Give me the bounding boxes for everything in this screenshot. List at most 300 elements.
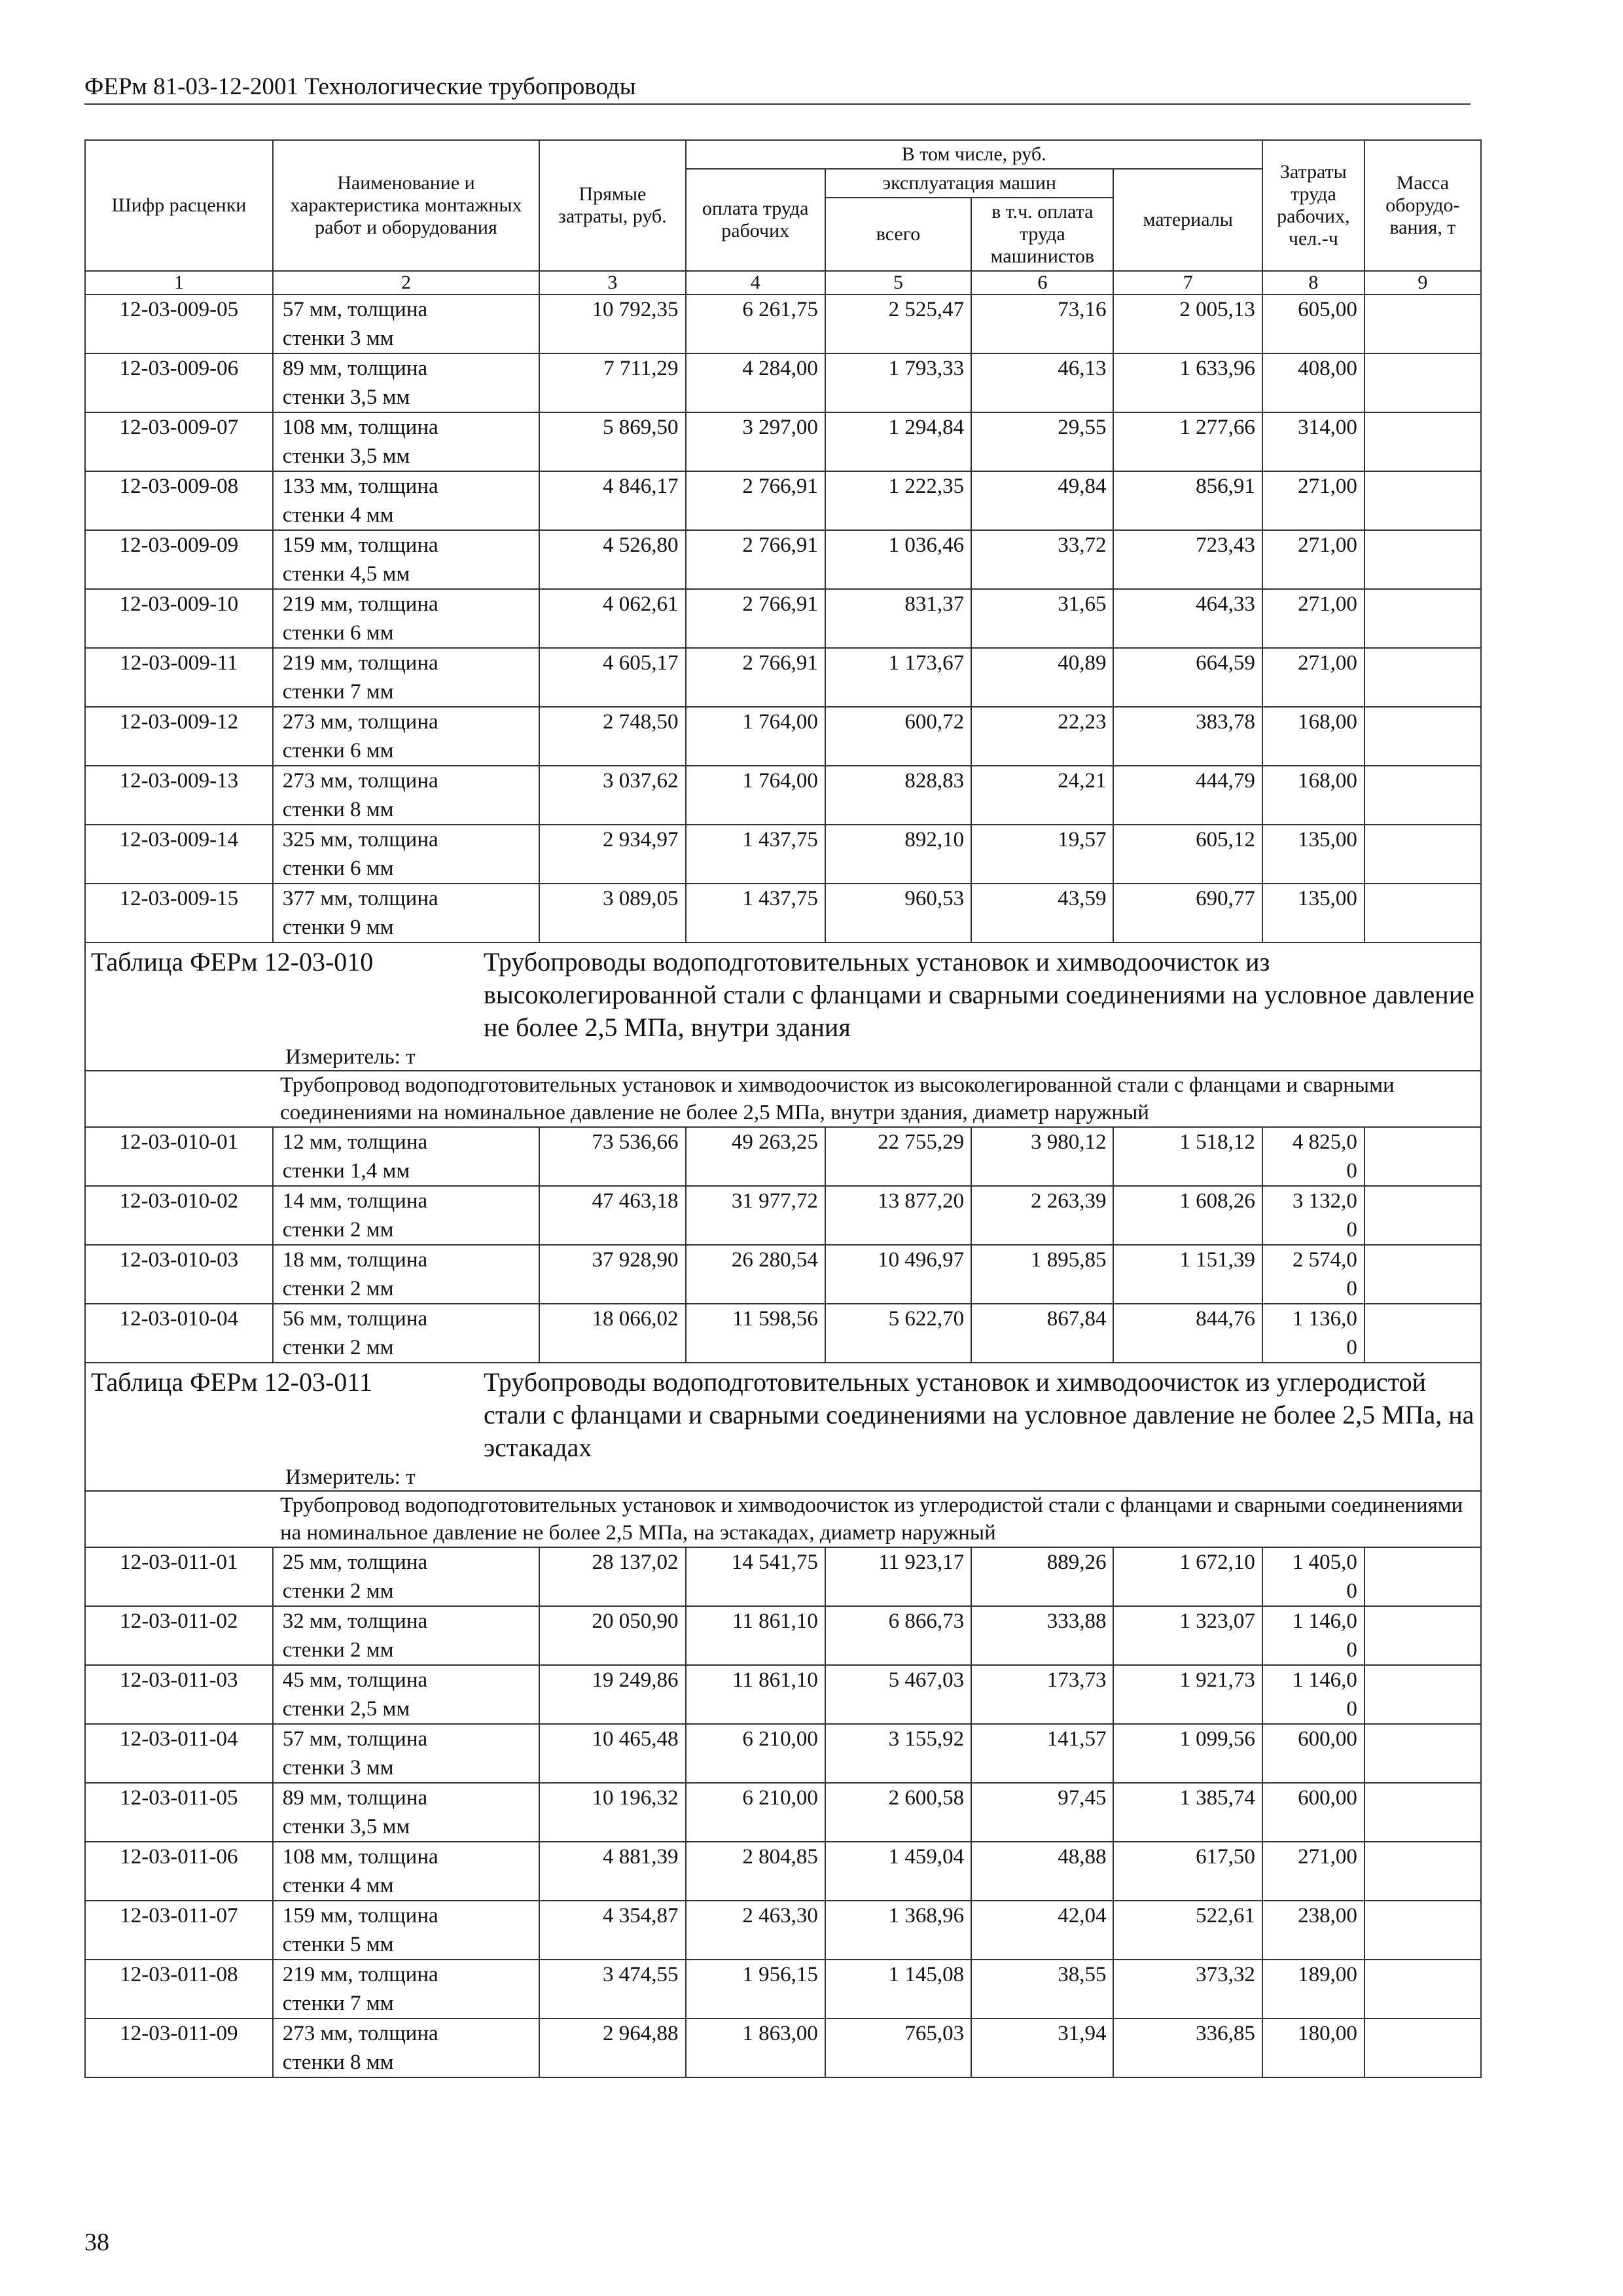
work-name-line: стенки 2 мм <box>282 1579 394 1603</box>
labor-hours <box>1262 1547 1364 1606</box>
work-name-line: 89 мм, толщина <box>282 357 428 380</box>
machine-cost: 1 036,46 <box>825 530 971 589</box>
rate-code: 12-03-010-04 <box>85 1304 273 1363</box>
machinist-cost: 2 263,39 <box>971 1186 1113 1245</box>
machine-cost: 10 496,97 <box>825 1245 971 1304</box>
work-name-line: 219 мм, толщина <box>282 651 438 675</box>
labor-cost: 2 766,91 <box>686 471 825 530</box>
equipment-mass <box>1364 707 1481 766</box>
labor-hours-value: 271,00 <box>1298 533 1357 557</box>
rate-code: 12-03-009-12 <box>85 707 273 766</box>
equipment-mass <box>1364 884 1481 942</box>
labor-hours <box>1262 471 1364 530</box>
labor-hours-value-cont: 0 <box>1346 1579 1357 1603</box>
section-subheading: Трубопровод водоподготовительных установок и химводоочисток из высоколегированной стали с фланцами и сварными соединениями на номинальное давление не более 2,5 МПа, внутри здания, диаметр наружный <box>85 1071 1481 1127</box>
work-name-line: стенки 2 мм <box>282 1638 394 1662</box>
machine-cost: 828,83 <box>825 766 971 825</box>
section-title-cell <box>85 1363 1481 1491</box>
machine-cost: 6 866,73 <box>825 1606 971 1665</box>
machinist-cost: 141,57 <box>971 1724 1113 1783</box>
rate-code: 12-03-009-07 <box>85 412 273 471</box>
equipment-mass <box>1364 1665 1481 1724</box>
labor-cost: 6 261,75 <box>686 295 825 353</box>
labor-hours-value-cont: 0 <box>1346 1697 1357 1721</box>
machinist-cost: 24,21 <box>971 766 1113 825</box>
rate-code: 12-03-011-08 <box>85 1960 273 2018</box>
col-name-header: Наименование и характеристика монтажных работ и оборудования <box>273 140 539 271</box>
labor-hours <box>1262 825 1364 884</box>
direct-cost: 20 050,90 <box>539 1606 685 1665</box>
work-name-line: стенки 4,5 мм <box>282 562 410 586</box>
work-name <box>273 1783 539 1842</box>
labor-hours <box>1262 1842 1364 1901</box>
machinist-cost: 22,23 <box>971 707 1113 766</box>
rate-code: 12-03-009-06 <box>85 353 273 412</box>
labor-hours <box>1262 648 1364 707</box>
work-name <box>273 1901 539 1960</box>
labor-cost: 1 437,75 <box>686 884 825 942</box>
work-name <box>273 295 539 353</box>
work-name-line: 89 мм, толщина <box>282 1786 428 1810</box>
work-name <box>273 471 539 530</box>
machinist-cost: 867,84 <box>971 1304 1113 1363</box>
equipment-mass <box>1364 353 1481 412</box>
labor-hours <box>1262 412 1364 471</box>
labor-hours-value: 3 132,0 <box>1292 1189 1357 1213</box>
work-name <box>273 884 539 942</box>
table-row <box>85 1842 1481 1901</box>
labor-hours-value: 271,00 <box>1298 475 1357 498</box>
machine-cost: 1 459,04 <box>825 1842 971 1901</box>
work-name-line: 25 мм, толщина <box>282 1551 428 1574</box>
section-010-header <box>85 942 1481 1127</box>
col-number: 7 <box>1113 271 1262 295</box>
labor-hours <box>1262 530 1364 589</box>
machine-cost: 22 755,29 <box>825 1127 971 1186</box>
section-title: Трубопроводы водоподготовительных установок и химводоочисток из углеродистой стали с фланцами и сварными соединениями на условное давление не более 2,5 МПа, на эстакадах <box>484 1367 1474 1462</box>
col-number: 1 <box>85 271 273 295</box>
table-row <box>85 1304 1481 1363</box>
equipment-mass <box>1364 1547 1481 1606</box>
machine-cost: 11 923,17 <box>825 1547 971 1606</box>
table-row <box>85 412 1481 471</box>
work-name-line: стенки 8 мм <box>282 798 394 821</box>
labor-cost: 2 766,91 <box>686 589 825 648</box>
equipment-mass <box>1364 766 1481 825</box>
measure-unit: Измеритель: т <box>285 1465 416 1489</box>
col-mach-total-header: всего <box>825 198 971 271</box>
materials-cost: 1 672,10 <box>1113 1547 1262 1606</box>
work-name <box>273 648 539 707</box>
labor-cost: 1 764,00 <box>686 707 825 766</box>
work-name <box>273 353 539 412</box>
section-id: Таблица ФЕРм 12-03-010 <box>91 947 374 977</box>
materials-cost: 664,59 <box>1113 648 1262 707</box>
col-mach-labor-header: в т.ч. оплата труда машинистов <box>971 198 1113 271</box>
labor-hours-value: 600,00 <box>1298 1727 1357 1751</box>
materials-cost: 464,33 <box>1113 589 1262 648</box>
machine-cost: 831,37 <box>825 589 971 648</box>
equipment-mass <box>1364 1245 1481 1304</box>
labor-hours-value: 605,00 <box>1298 298 1357 321</box>
machine-cost: 1 368,96 <box>825 1901 971 1960</box>
materials-cost: 1 385,74 <box>1113 1783 1262 1842</box>
direct-cost: 10 792,35 <box>539 295 685 353</box>
work-name-line: 18 мм, толщина <box>282 1248 428 1272</box>
column-number-row <box>85 271 1481 295</box>
labor-hours-value: 1 136,0 <box>1292 1307 1357 1331</box>
labor-hours <box>1262 707 1364 766</box>
equipment-mass <box>1364 1901 1481 1960</box>
direct-cost: 3 037,62 <box>539 766 685 825</box>
labor-hours-value-cont: 0 <box>1346 1277 1357 1300</box>
work-name-line: 377 мм, толщина <box>282 887 438 910</box>
rate-code: 12-03-009-13 <box>85 766 273 825</box>
machine-cost: 1 145,08 <box>825 1960 971 2018</box>
materials-cost: 1 518,12 <box>1113 1127 1262 1186</box>
col-incl-header: В том числе, руб. <box>686 140 1262 169</box>
machine-cost: 5 622,70 <box>825 1304 971 1363</box>
table-row <box>85 2018 1481 2077</box>
table-row <box>85 1724 1481 1783</box>
rate-code: 12-03-009-05 <box>85 295 273 353</box>
labor-hours-value: 135,00 <box>1298 828 1357 852</box>
direct-cost: 2 748,50 <box>539 707 685 766</box>
direct-cost: 19 249,86 <box>539 1665 685 1724</box>
machinist-cost: 31,94 <box>971 2018 1113 2077</box>
machinist-cost: 29,55 <box>971 412 1113 471</box>
direct-cost: 4 354,87 <box>539 1901 685 1960</box>
direct-cost: 3 089,05 <box>539 884 685 942</box>
table-row <box>85 1901 1481 1960</box>
work-name-line: стенки 2 мм <box>282 1277 394 1300</box>
equipment-mass <box>1364 1186 1481 1245</box>
labor-hours <box>1262 884 1364 942</box>
table-row <box>85 884 1481 942</box>
table-row <box>85 766 1481 825</box>
rates-table <box>84 139 1482 2078</box>
col-number: 8 <box>1262 271 1364 295</box>
table-row <box>85 1245 1481 1304</box>
labor-cost: 11 861,10 <box>686 1606 825 1665</box>
machine-cost: 1 222,35 <box>825 471 971 530</box>
machinist-cost: 48,88 <box>971 1842 1113 1901</box>
labor-hours-value: 168,00 <box>1298 710 1357 734</box>
machine-cost: 1 173,67 <box>825 648 971 707</box>
rate-code: 12-03-009-10 <box>85 589 273 648</box>
direct-cost: 4 846,17 <box>539 471 685 530</box>
table-row <box>85 1186 1481 1245</box>
labor-hours <box>1262 353 1364 412</box>
labor-hours-value: 314,00 <box>1298 416 1357 439</box>
labor-hours-value: 271,00 <box>1298 1845 1357 1869</box>
rate-code: 12-03-009-11 <box>85 648 273 707</box>
labor-cost: 14 541,75 <box>686 1547 825 1606</box>
machine-cost: 1 793,33 <box>825 353 971 412</box>
work-name-line: 12 мм, толщина <box>282 1130 428 1154</box>
labor-hours-value: 271,00 <box>1298 592 1357 616</box>
table-body-011 <box>85 1547 1481 2077</box>
labor-cost: 2 463,30 <box>686 1901 825 1960</box>
direct-cost: 10 196,32 <box>539 1783 685 1842</box>
work-name-line: стенки 7 мм <box>282 1992 394 2015</box>
labor-cost: 6 210,00 <box>686 1724 825 1783</box>
direct-cost: 18 066,02 <box>539 1304 685 1363</box>
materials-cost: 723,43 <box>1113 530 1262 589</box>
machine-cost: 600,72 <box>825 707 971 766</box>
materials-cost: 1 277,66 <box>1113 412 1262 471</box>
equipment-mass <box>1364 1127 1481 1186</box>
labor-hours <box>1262 766 1364 825</box>
work-name <box>273 1665 539 1724</box>
machine-cost: 2 525,47 <box>825 295 971 353</box>
work-name <box>273 412 539 471</box>
col-materials-header: материалы <box>1113 169 1262 271</box>
machine-cost: 765,03 <box>825 2018 971 2077</box>
col-number: 9 <box>1364 271 1481 295</box>
machinist-cost: 173,73 <box>971 1665 1113 1724</box>
labor-hours <box>1262 1960 1364 2018</box>
labor-hours-value-cont: 0 <box>1346 1159 1357 1183</box>
labor-hours <box>1262 295 1364 353</box>
measure-unit: Измеритель: т <box>285 1045 416 1069</box>
table-row <box>85 589 1481 648</box>
materials-cost: 605,12 <box>1113 825 1262 884</box>
rate-code: 12-03-010-02 <box>85 1186 273 1245</box>
labor-cost: 1 956,15 <box>686 1960 825 2018</box>
work-name-line: 32 мм, толщина <box>282 1609 428 1633</box>
work-name-line: стенки 3,5 мм <box>282 386 410 409</box>
work-name <box>273 589 539 648</box>
labor-hours <box>1262 1665 1364 1724</box>
direct-cost: 4 881,39 <box>539 1842 685 1901</box>
direct-cost: 10 465,48 <box>539 1724 685 1783</box>
work-name <box>273 707 539 766</box>
work-name-line: 14 мм, толщина <box>282 1189 428 1213</box>
work-name-line: стенки 8 мм <box>282 2051 394 2074</box>
materials-cost: 444,79 <box>1113 766 1262 825</box>
rate-code: 12-03-010-01 <box>85 1127 273 1186</box>
equipment-mass <box>1364 1724 1481 1783</box>
work-name-line: стенки 2 мм <box>282 1336 394 1359</box>
materials-cost: 373,32 <box>1113 1960 1262 2018</box>
work-name-line: 159 мм, толщина <box>282 533 438 557</box>
labor-hours-value: 271,00 <box>1298 651 1357 675</box>
labor-hours-value: 1 146,0 <box>1292 1668 1357 1692</box>
machine-cost: 5 467,03 <box>825 1665 971 1724</box>
machinist-cost: 49,84 <box>971 471 1113 530</box>
machinist-cost: 43,59 <box>971 884 1113 942</box>
work-name-line: 57 мм, толщина <box>282 1727 428 1751</box>
work-name <box>273 1547 539 1606</box>
labor-cost: 1 863,00 <box>686 2018 825 2077</box>
work-name-line: 56 мм, толщина <box>282 1307 428 1331</box>
labor-hours-value: 1 405,0 <box>1292 1551 1357 1574</box>
materials-cost: 1 151,39 <box>1113 1245 1262 1304</box>
work-name-line: стенки 2,5 мм <box>282 1697 410 1721</box>
work-name <box>273 1304 539 1363</box>
work-name-line: стенки 5 мм <box>282 1933 394 1956</box>
labor-hours-value: 408,00 <box>1298 357 1357 380</box>
labor-cost: 11 598,56 <box>686 1304 825 1363</box>
machinist-cost: 19,57 <box>971 825 1113 884</box>
machine-cost: 892,10 <box>825 825 971 884</box>
materials-cost: 1 608,26 <box>1113 1186 1262 1245</box>
equipment-mass <box>1364 412 1481 471</box>
machinist-cost: 38,55 <box>971 1960 1113 2018</box>
direct-cost: 28 137,02 <box>539 1547 685 1606</box>
work-name <box>273 1245 539 1304</box>
labor-cost: 3 297,00 <box>686 412 825 471</box>
equipment-mass <box>1364 1960 1481 2018</box>
labor-hours-value: 2 574,0 <box>1292 1248 1357 1272</box>
col-mass-header: Масса оборудо-вания, т <box>1364 140 1481 271</box>
equipment-mass <box>1364 825 1481 884</box>
work-name-line: 325 мм, толщина <box>282 828 438 852</box>
work-name-line: стенки 9 мм <box>282 916 394 939</box>
materials-cost: 336,85 <box>1113 2018 1262 2077</box>
direct-cost: 2 964,88 <box>539 2018 685 2077</box>
table-body-009 <box>85 295 1481 942</box>
col-code-header: Шифр расценки <box>85 140 273 271</box>
col-direct-header: Прямые затраты, руб. <box>539 140 685 271</box>
materials-cost: 522,61 <box>1113 1901 1262 1960</box>
work-name-line: 108 мм, толщина <box>282 1845 438 1869</box>
work-name <box>273 1724 539 1783</box>
machinist-cost: 3 980,12 <box>971 1127 1113 1186</box>
rate-code: 12-03-011-03 <box>85 1665 273 1724</box>
section-subheading: Трубопровод водоподготовительных установок и химводоочисток из углеродистой стали с фланцами и сварными соединениями на номинальное давление не более 2,5 МПа, на эстакадах, диаметр наружный <box>85 1491 1481 1547</box>
labor-hours-value: 168,00 <box>1298 769 1357 793</box>
equipment-mass <box>1364 1842 1481 1901</box>
labor-hours-value: 600,00 <box>1298 1786 1357 1810</box>
materials-cost: 2 005,13 <box>1113 295 1262 353</box>
work-name-line: стенки 2 мм <box>282 1218 394 1242</box>
col-number: 2 <box>273 271 539 295</box>
direct-cost: 7 711,29 <box>539 353 685 412</box>
labor-hours <box>1262 1606 1364 1665</box>
work-name-line: стенки 6 мм <box>282 739 394 762</box>
materials-cost: 1 323,07 <box>1113 1606 1262 1665</box>
work-name-line: 219 мм, толщина <box>282 1963 438 1986</box>
direct-cost: 47 463,18 <box>539 1186 685 1245</box>
equipment-mass <box>1364 648 1481 707</box>
work-name <box>273 1606 539 1665</box>
machinist-cost: 97,45 <box>971 1783 1113 1842</box>
rate-code: 12-03-011-09 <box>85 2018 273 2077</box>
work-name-line: стенки 7 мм <box>282 680 394 704</box>
labor-cost: 4 284,00 <box>686 353 825 412</box>
work-name-line: стенки 6 мм <box>282 857 394 880</box>
equipment-mass <box>1364 1304 1481 1363</box>
labor-hours <box>1262 1304 1364 1363</box>
col-number: 3 <box>539 271 685 295</box>
section-title: Трубопроводы водоподготовительных установок и химводоочисток из высоколегированной стали с фланцами и сварными соединениями на условное давление не более 2,5 МПа, внутри здания <box>484 947 1474 1042</box>
machinist-cost: 31,65 <box>971 589 1113 648</box>
labor-cost: 49 263,25 <box>686 1127 825 1186</box>
col-number: 5 <box>825 271 971 295</box>
work-name <box>273 1186 539 1245</box>
machinist-cost: 889,26 <box>971 1547 1113 1606</box>
work-name-line: 133 мм, толщина <box>282 475 438 498</box>
col-number: 6 <box>971 271 1113 295</box>
labor-cost: 6 210,00 <box>686 1783 825 1842</box>
labor-hours <box>1262 1901 1364 1960</box>
work-name <box>273 1127 539 1186</box>
table-row <box>85 1606 1481 1665</box>
work-name-line: стенки 4 мм <box>282 1874 394 1897</box>
materials-cost: 690,77 <box>1113 884 1262 942</box>
equipment-mass <box>1364 1606 1481 1665</box>
section-id: Таблица ФЕРм 12-03-011 <box>91 1367 372 1397</box>
machinist-cost: 33,72 <box>971 530 1113 589</box>
machinist-cost: 333,88 <box>971 1606 1113 1665</box>
rate-code: 12-03-011-07 <box>85 1901 273 1960</box>
direct-cost: 4 605,17 <box>539 648 685 707</box>
rate-code: 12-03-009-09 <box>85 530 273 589</box>
labor-hours-value: 1 146,0 <box>1292 1609 1357 1633</box>
work-name <box>273 825 539 884</box>
labor-hours <box>1262 1245 1364 1304</box>
table-row <box>85 295 1481 353</box>
labor-cost: 2 766,91 <box>686 648 825 707</box>
rate-code: 12-03-011-05 <box>85 1783 273 1842</box>
col-number: 4 <box>686 271 825 295</box>
labor-hours <box>1262 2018 1364 2077</box>
labor-hours-value: 238,00 <box>1298 1904 1357 1928</box>
direct-cost: 37 928,90 <box>539 1245 685 1304</box>
work-name-line: стенки 4 мм <box>282 503 394 527</box>
materials-cost: 383,78 <box>1113 707 1262 766</box>
labor-hours-value: 189,00 <box>1298 1963 1357 1986</box>
labor-hours-value: 4 825,0 <box>1292 1130 1357 1154</box>
materials-cost: 844,76 <box>1113 1304 1262 1363</box>
table-row <box>85 471 1481 530</box>
direct-cost: 4 062,61 <box>539 589 685 648</box>
machinist-cost: 46,13 <box>971 353 1113 412</box>
table-row <box>85 707 1481 766</box>
labor-hours <box>1262 1127 1364 1186</box>
page-header: ФЕРм 81-03-12-2001 Технологические трубопроводы <box>84 73 1471 105</box>
machine-cost: 13 877,20 <box>825 1186 971 1245</box>
work-name-line: стенки 3,5 мм <box>282 1815 410 1839</box>
direct-cost: 3 474,55 <box>539 1960 685 2018</box>
labor-hours-value: 135,00 <box>1298 887 1357 910</box>
materials-cost: 856,91 <box>1113 471 1262 530</box>
table-row <box>85 1127 1481 1186</box>
labor-hours <box>1262 1724 1364 1783</box>
table-body-010 <box>85 1127 1481 1363</box>
work-name-line: 273 мм, толщина <box>282 2022 438 2045</box>
rate-code: 12-03-011-06 <box>85 1842 273 1901</box>
work-name <box>273 2018 539 2077</box>
col-machines-header: эксплуатация машин <box>825 169 1114 198</box>
labor-hours-value-cont: 0 <box>1346 1336 1357 1359</box>
direct-cost: 2 934,97 <box>539 825 685 884</box>
direct-cost: 4 526,80 <box>539 530 685 589</box>
labor-cost: 26 280,54 <box>686 1245 825 1304</box>
machine-cost: 960,53 <box>825 884 971 942</box>
direct-cost: 5 869,50 <box>539 412 685 471</box>
equipment-mass <box>1364 530 1481 589</box>
labor-hours <box>1262 1186 1364 1245</box>
machine-cost: 1 294,84 <box>825 412 971 471</box>
rate-code: 12-03-009-15 <box>85 884 273 942</box>
machinist-cost: 73,16 <box>971 295 1113 353</box>
work-name-line: 273 мм, толщина <box>282 769 438 793</box>
materials-cost: 1 633,96 <box>1113 353 1262 412</box>
direct-cost: 73 536,66 <box>539 1127 685 1186</box>
